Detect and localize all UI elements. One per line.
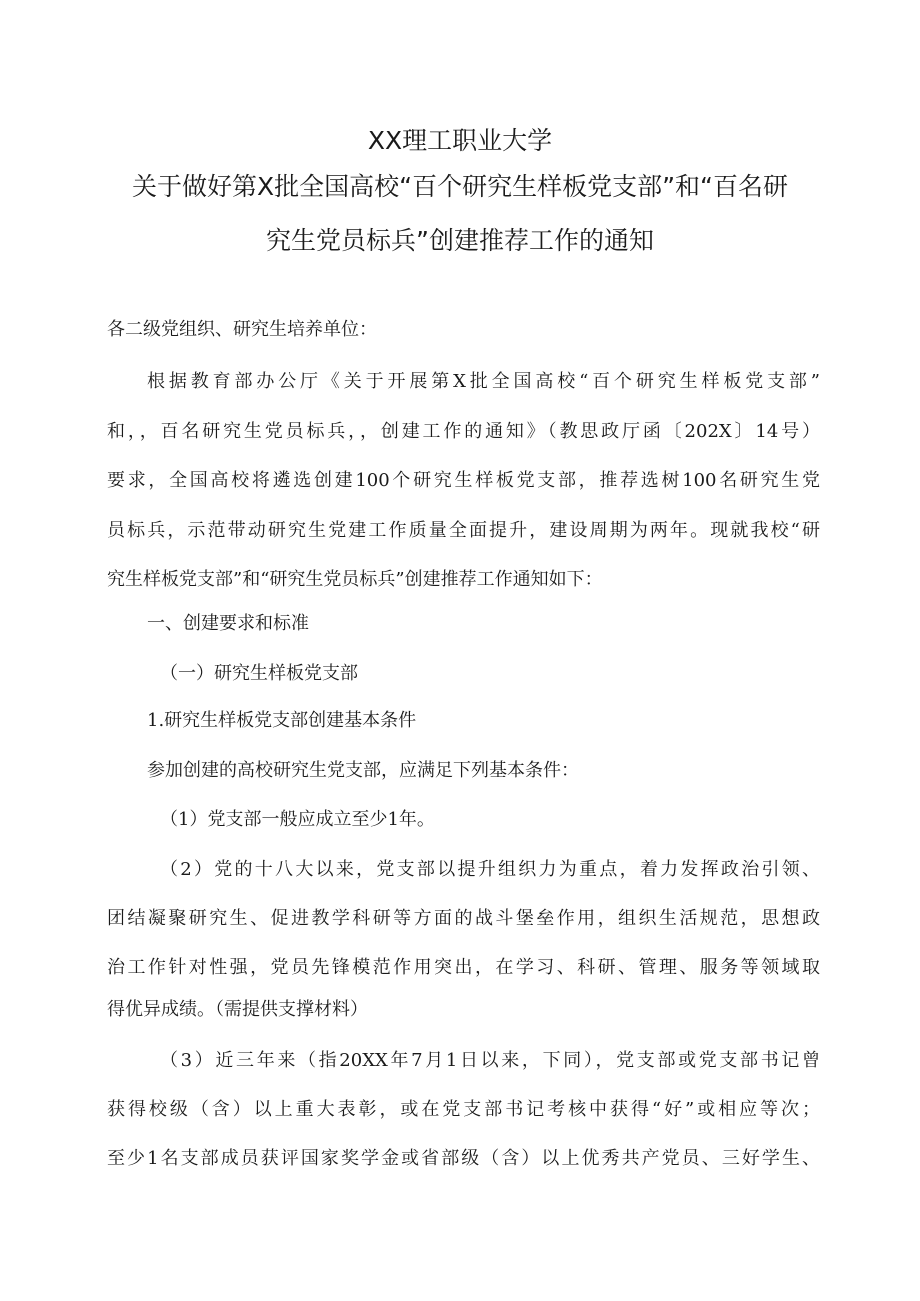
document-title-line3: 究生党员标兵”创建推荐工作的通知 <box>266 226 654 255</box>
salutation: 各二级党组织、研究生培养单位： <box>107 319 377 340</box>
paragraph-line: 员标兵，示范带动研究生党建工作质量全面提升，建设周期为两年。现就我校“研 <box>107 520 820 541</box>
condition-3-line: 至少1名支部成员获评国家奖学金或省部级（含）以上优秀共产党员、三好学生、 <box>107 1148 820 1169</box>
condition-2-line: （2）党的十八大以来，党支部以提升组织力为重点，着力发挥政治引领、 <box>160 859 820 880</box>
condition-2-line: 得优异成绩。（需提供支撑材料） <box>107 999 368 1020</box>
conditions-intro: 参加创建的高校研究生党支部，应满足下列基本条件： <box>147 760 579 781</box>
item-heading: 1.研究生样板党支部创建基本条件 <box>147 710 417 731</box>
paragraph-line: 根据教育部办公厅《关于开展第X批全国高校“百个研究生样板党支部” <box>147 371 820 392</box>
section-heading: 一、创建要求和标准 <box>147 613 309 634</box>
condition-2-line: 治工作针对性强，党员先锋模范作用突出，在学习、科研、管理、服务等领域取 <box>107 957 820 978</box>
paragraph-line: 和，，百名研究生党员标兵，，创建工作的通知》（教思政厅函〔202X〕14号） <box>107 421 820 442</box>
subsection-heading: （一）研究生样板党支部 <box>160 663 358 684</box>
paragraph-line: 究生样板党支部”和“研究生党员标兵”创建推荐工作通知如下： <box>107 569 603 590</box>
condition-3-line: （3）近三年来（指20XX年7月1日以来，下同），党支部或党支部书记曾 <box>160 1050 820 1071</box>
document-title-line1: XX理工职业大学 <box>367 126 553 155</box>
condition-3-line: 获得校级（含）以上重大表彰，或在党支部书记考核中获得“好”或相应等次； <box>107 1099 820 1120</box>
paragraph-line: 要求，全国高校将遴选创建100个研究生样板党支部，推荐选树100名研究生党 <box>107 470 820 491</box>
document-title-line2: 关于做好第X批全国高校“百个研究生样板党支部”和“百名研 <box>132 172 788 201</box>
condition-2-line: 团结凝聚研究生、促进教学科研等方面的战斗堡垒作用，组织生活规范，思想政 <box>107 908 820 929</box>
condition-1: （1）党支部一般应成立至少1年。 <box>160 809 435 830</box>
